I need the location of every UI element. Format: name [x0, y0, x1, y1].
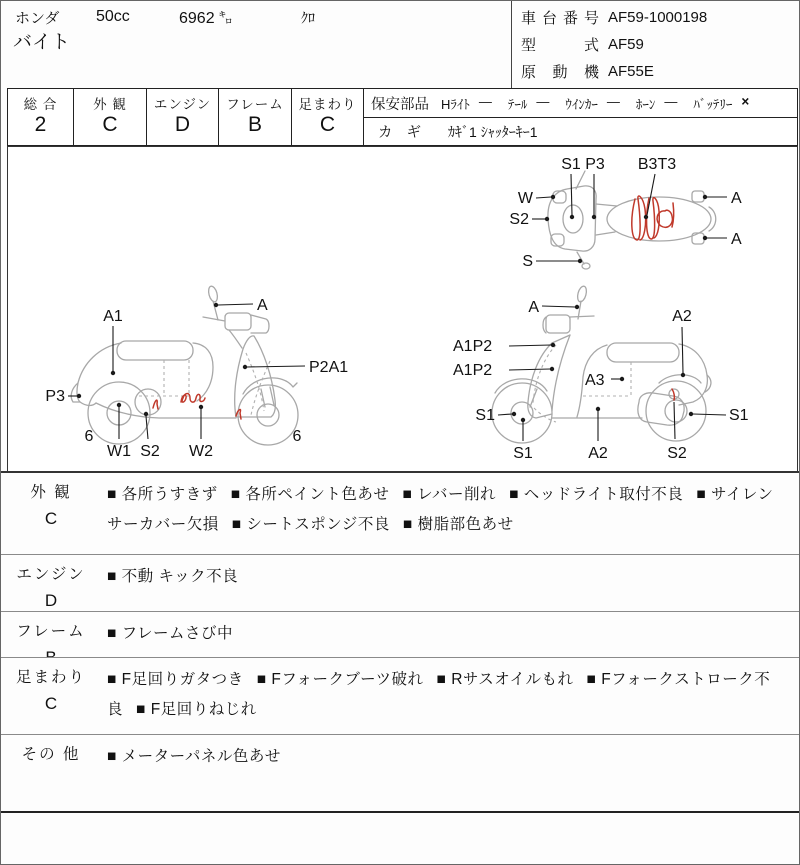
label-s2-right-view: S2: [667, 445, 687, 462]
chassis-number-row: [521, 4, 707, 31]
engine-code-label: 原 動 機: [521, 64, 599, 81]
grade-cell-overall: [8, 89, 74, 145]
model-code-row: [521, 31, 707, 58]
label-a3-right-view: A3: [585, 372, 605, 389]
key-value: ｶｷﾞ1 ｼｬｯﾀｰｷｰ1: [448, 123, 538, 140]
grade-cell-undercarriage: [292, 89, 364, 145]
battery-status: ×: [741, 93, 750, 109]
engine-code-row: [521, 58, 707, 85]
horn-status: —: [664, 93, 678, 109]
label-w-top: W: [517, 190, 533, 207]
body-color: ｸﾛ: [301, 10, 315, 26]
section-exterior-head: [1, 480, 101, 529]
winker-status: —: [606, 93, 620, 109]
label-a2-top-right-view: A2: [672, 308, 692, 325]
maker-name: ホンダ: [15, 10, 60, 27]
left-view-damage-scribble: [153, 394, 241, 420]
headlight-status: —: [478, 93, 492, 109]
mileage: [179, 8, 233, 28]
undercarriage-grade-label: 足まわり: [298, 97, 357, 112]
left-view-dashed-lines: [139, 353, 270, 415]
section-exterior-grade: C: [44, 509, 58, 528]
tail-status: —: [536, 93, 550, 109]
overall-grade-label: 総 合: [23, 97, 58, 112]
label-s2-left-view: S2: [140, 443, 160, 460]
section-engine: [1, 554, 799, 611]
label-6-front-left-view: 6: [292, 428, 302, 445]
label-s1-rear-right-view: S1: [729, 407, 749, 424]
section-undercarriage-head: [1, 665, 101, 714]
section-exterior: [1, 471, 799, 554]
label-s1-front-bottom-right-view: S1: [513, 445, 533, 462]
grade-cell-exterior: [74, 89, 147, 145]
label-a2-bottom-right-view: A2: [588, 445, 608, 462]
section-engine-head: [1, 562, 101, 611]
label-b3t3-top: B3T3: [637, 156, 677, 173]
model-code-label: 型 式: [521, 37, 599, 54]
exterior-grade-value: C: [102, 113, 118, 136]
top-view-damage-scribble: [632, 196, 674, 240]
grade-cell-frame: [219, 89, 292, 145]
key-label: カ ギ: [378, 125, 427, 141]
key-row: [364, 118, 797, 145]
section-frame: [1, 611, 799, 657]
label-a-upper-top: A: [731, 190, 742, 207]
right-view-callout-lines: [498, 305, 726, 441]
safety-item-horn: [636, 94, 678, 113]
chassis-number-value: AF59-1000198: [608, 9, 708, 26]
grade-cell-engine: [147, 89, 219, 145]
safety-item-headlight: [441, 94, 492, 113]
right-side-view-diagram: [439, 281, 797, 464]
battery-label: ﾊﾞｯﾃﾘｰ: [693, 96, 733, 112]
section-undercarriage-grade: C: [44, 694, 58, 713]
section-exterior-label: 外 観: [30, 484, 72, 501]
section-frame-items: ■ フレームさび中: [107, 625, 234, 642]
model-name: バイト: [13, 32, 71, 53]
engine-code-value: AF55E: [608, 63, 654, 80]
mileage-unit: ㌔: [218, 10, 233, 26]
section-other: [1, 734, 799, 811]
top-view-diagram: [489, 149, 795, 287]
label-a-lower-top: A: [731, 231, 742, 248]
label-a1-left-view: A1: [103, 308, 123, 325]
tail-label: ﾃｰﾙ: [507, 96, 528, 112]
winker-label: ｳｲﾝｶｰ: [565, 96, 598, 112]
label-a1p2-bottom-right-view: A1P2: [453, 362, 493, 379]
label-p3-left-view: P3: [45, 388, 65, 405]
overall-grade-value: 2: [34, 113, 47, 136]
section-undercarriage-label: 足まわり: [15, 669, 86, 686]
label-a-right-view: A: [528, 299, 539, 316]
section-engine-grade: D: [44, 591, 58, 610]
safety-parts-title: 保安部品: [371, 96, 429, 113]
section-other-label: その 他: [21, 746, 81, 763]
displacement: 50cc: [96, 8, 130, 25]
header-divider: [511, 1, 512, 88]
safety-item-tail: [508, 94, 550, 113]
grade-table: [7, 88, 798, 146]
horn-label: ﾎｰﾝ: [635, 96, 656, 112]
label-a-left-view: A: [257, 297, 268, 314]
label-6-rear-left-view: 6: [84, 428, 94, 445]
label-w2-left-view: W2: [189, 443, 213, 460]
vehicle-info: [521, 4, 707, 85]
engine-grade-value: D: [174, 113, 191, 136]
footer-empty-row: [1, 811, 799, 864]
section-engine-items: ■ 不動 キック不良: [107, 568, 239, 585]
mileage-value: 6962: [179, 10, 215, 27]
section-other-head: [1, 742, 101, 771]
engine-grade-label: エンジン: [153, 97, 212, 112]
section-exterior-items: ■ 各所うすきず ■ 各所ペイント色あせ ■ レバー削れ ■ ヘッドライト取付不良 ■ サイレンサーカバー欠損 ■ シートスポンジ不良 ■ 樹脂部色あせ: [107, 486, 774, 533]
section-undercarriage-items: ■ F足回りガタつき ■ Fフォークブーツ破れ ■ Rサスオイルもれ ■ Fフォークストローク不良 ■ F足回りねじれ: [107, 671, 771, 718]
label-s1-top: S1: [561, 156, 581, 173]
label-p2a1-left-view: P2A1: [309, 359, 349, 376]
safety-item-winker: [565, 94, 620, 113]
label-s1-front-right-view: S1: [475, 407, 495, 424]
headlight-label: Hﾗｲﾄ: [441, 96, 470, 112]
label-w1-left-view: W1: [107, 443, 131, 460]
frame-grade-label: フレーム: [226, 97, 284, 112]
chassis-number-label: 車台番号: [521, 10, 599, 27]
section-other-items: ■ メーターパネル色あせ: [107, 748, 281, 765]
safety-parts-row: [364, 89, 797, 118]
safety-parts-panel: [364, 89, 797, 145]
label-a1p2-top-right-view: A1P2: [453, 338, 493, 355]
section-engine-label: エンジン: [16, 566, 86, 583]
undercarriage-grade-value: C: [319, 113, 336, 136]
left-side-view-diagram: [29, 281, 381, 464]
frame-grade-value: B: [247, 113, 262, 136]
label-s-top: S: [522, 253, 533, 270]
safety-item-battery: [693, 94, 749, 113]
label-p3-top: P3: [585, 156, 605, 173]
section-frame-label: フレーム: [16, 623, 86, 640]
section-undercarriage: [1, 657, 799, 734]
label-s2-top: S2: [509, 211, 529, 228]
top-view-callout-lines: [532, 174, 727, 263]
model-code-value: AF59: [608, 36, 644, 53]
exterior-grade-label: 外 観: [93, 97, 127, 112]
